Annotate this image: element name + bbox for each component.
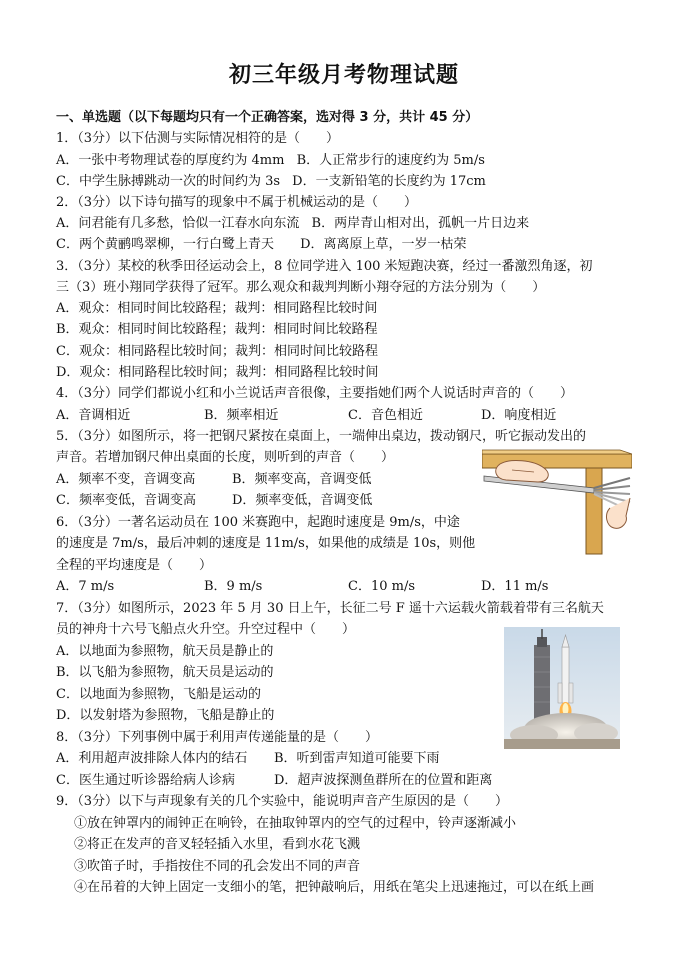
- question-8-options-row1: [56, 748, 440, 769]
- q7-option-c: C．以地面为参照物，飞船是运动的: [56, 687, 261, 702]
- question-4-stem: 4．（3分）同学们都说小红和小兰说话声音很像，主要指她们两个人说话时声音的（ ）: [56, 386, 574, 401]
- question-7-stem-line2: 员的神舟十六号飞船点火升空。升空过程中（ ）: [56, 622, 356, 637]
- q6-option-d: D．11 m/s: [481, 579, 549, 594]
- question-8-options-row2: [56, 770, 492, 791]
- q2-option-c: C．两个黄鹂鸣翠柳，一行白鹭上青天: [56, 237, 274, 252]
- q4-option-a: A．音调相近: [56, 408, 131, 423]
- question-2-options-row2: [56, 234, 467, 255]
- q1-option-b: B．人正常步行的速度约为 5m/s: [296, 153, 485, 168]
- question-2-options-row1: [56, 213, 529, 234]
- q8-option-c: C．医生通过听诊器给病人诊病: [56, 773, 235, 788]
- q4-option-d: D．响度相近: [481, 408, 557, 423]
- q7-option-b: B．以飞船为参照物，航天员是运动的: [56, 665, 274, 680]
- question-4-options: [56, 405, 556, 426]
- q9-item-2: ②将正在发声的音叉轻轻插入水里，看到水花飞溅: [74, 837, 361, 852]
- q1-option-d: D．一支新铅笔的长度约为 17cm: [292, 174, 486, 189]
- q3-option-b: B．观众：相同时间比较路程；裁判：相同时间比较路程: [56, 322, 378, 337]
- ruler-on-table-figure: [482, 446, 632, 556]
- question-8-stem: 8．（3分）下列事例中属于利用声传递能量的是（ ）: [56, 730, 379, 745]
- question-3-stem-line1: 3．（3分）某校的秋季田径运动会上，8 位同学进入 100 米短跑决赛，经过一番激烈角逐，初: [56, 259, 593, 274]
- q1-option-c: C．中学生脉搏跳动一次的时间约为 3s: [56, 174, 281, 189]
- q6-option-b: B．9 m/s: [204, 579, 263, 594]
- q5-option-b: B．频率变高，音调变低: [232, 472, 372, 487]
- q2-option-b: B．两岸青山相对出，孤帆一片日边来: [311, 216, 530, 231]
- q5-option-a: A．频率不变，音调变高: [56, 472, 196, 487]
- q3-option-a: A．观众：相同时间比较路程；裁判：相同路程比较时间: [56, 301, 378, 316]
- question-9-stem: 9．（3分）以下与声现象有关的几个实验中，能说明声音产生原因的是（ ）: [56, 794, 509, 809]
- q6-option-a: A．7 m/s: [56, 579, 115, 594]
- question-1-stem: 1．（3分）以下估测与实际情况相符的是（ ）: [56, 131, 340, 146]
- q8-option-b: B．听到雷声知道可能要下雨: [274, 751, 440, 766]
- question-5-options-row1: [56, 469, 372, 490]
- q9-item-3: ③吹笛子时，手指按住不同的孔会发出不同的声音: [74, 859, 361, 874]
- question-7-stem-line1: 7．（3分）如图所示，2023 年 5 月 30 日上午，长征二号 F 遥十六运载火箭载着带有三名航天: [56, 601, 604, 616]
- q8-option-a: A．利用超声波排除人体内的结石: [56, 751, 248, 766]
- question-6-stem-line3: 全程的平均速度是（ ）: [56, 558, 213, 573]
- question-5-stem-line1: 5．（3分）如图所示，将一把钢尺紧按在桌面上，一端伸出桌边，拨动钢尺，听它振动发出的: [56, 429, 587, 444]
- question-6-stem-line1: 6．（3分）一著名运动员在 100 米赛跑中，起跑时速度是 9m/s，中途: [56, 515, 460, 530]
- question-3-stem-line2: 三（3）班小翔同学获得了冠军。那么观众和裁判判断小翔夺冠的方法分别为（ ）: [56, 280, 546, 295]
- q6-option-c: C．10 m/s: [348, 579, 415, 594]
- q4-option-b: B．频率相近: [204, 408, 279, 423]
- question-6-options: [56, 576, 548, 597]
- q8-option-d: D．超声波探测鱼群所在的位置和距离: [274, 773, 493, 788]
- q9-item-4: ④在吊着的大钟上固定一支细小的笔，把钟敲响后，用纸在笔尖上迅速拖过，可以在纸上画: [74, 880, 595, 895]
- section-heading: 一、单选题（以下每题均只有一个正确答案，选对得 3 分，共计 45 分）: [56, 110, 479, 125]
- q7-option-d: D．以发射塔为参照物，飞船是静止的: [56, 708, 275, 723]
- question-6-stem-line2: 的速度是 7m/s，最后冲刺的速度是 11m/s，如果他的成绩是 10s，则他: [56, 536, 476, 551]
- q4-option-c: C．音色相近: [348, 408, 423, 423]
- question-5-stem-line2: 声音。若增加钢尺伸出桌面的长度，则听到的声音（ ）: [56, 450, 395, 465]
- q1-option-a: A．一张中考物理试卷的厚度约为 4mm: [56, 153, 285, 168]
- rocket-launch-photo: [504, 627, 620, 749]
- page-title: 初三年级月考物理试题: [228, 63, 459, 88]
- question-1-options-row1: [56, 150, 485, 171]
- question-1-options-row2: [56, 171, 486, 192]
- question-5-options-row2: [56, 490, 372, 511]
- question-2-stem: 2．（3分）以下诗句描写的现象中不属于机械运动的是（ ）: [56, 195, 418, 210]
- q3-option-d: D．观众：相同路程比较时间；裁判：相同路程比较时间: [56, 365, 379, 380]
- q3-option-c: C．观众：相同路程比较时间；裁判：相同时间比较路程: [56, 344, 378, 359]
- q5-option-d: D．频率变低，音调变低: [232, 493, 373, 508]
- q9-item-1: ①放在钟罩内的闹钟正在响铃，在抽取钟罩内的空气的过程中，铃声逐渐减小: [74, 816, 517, 831]
- q7-option-a: A．以地面为参照物，航天员是静止的: [56, 644, 274, 659]
- q5-option-c: C．频率变低，音调变高: [56, 493, 196, 508]
- q2-option-d: D．离离原上草，一岁一枯荣: [300, 237, 467, 252]
- q2-option-a: A．问君能有几多愁，恰似一江春水向东流: [56, 216, 300, 231]
